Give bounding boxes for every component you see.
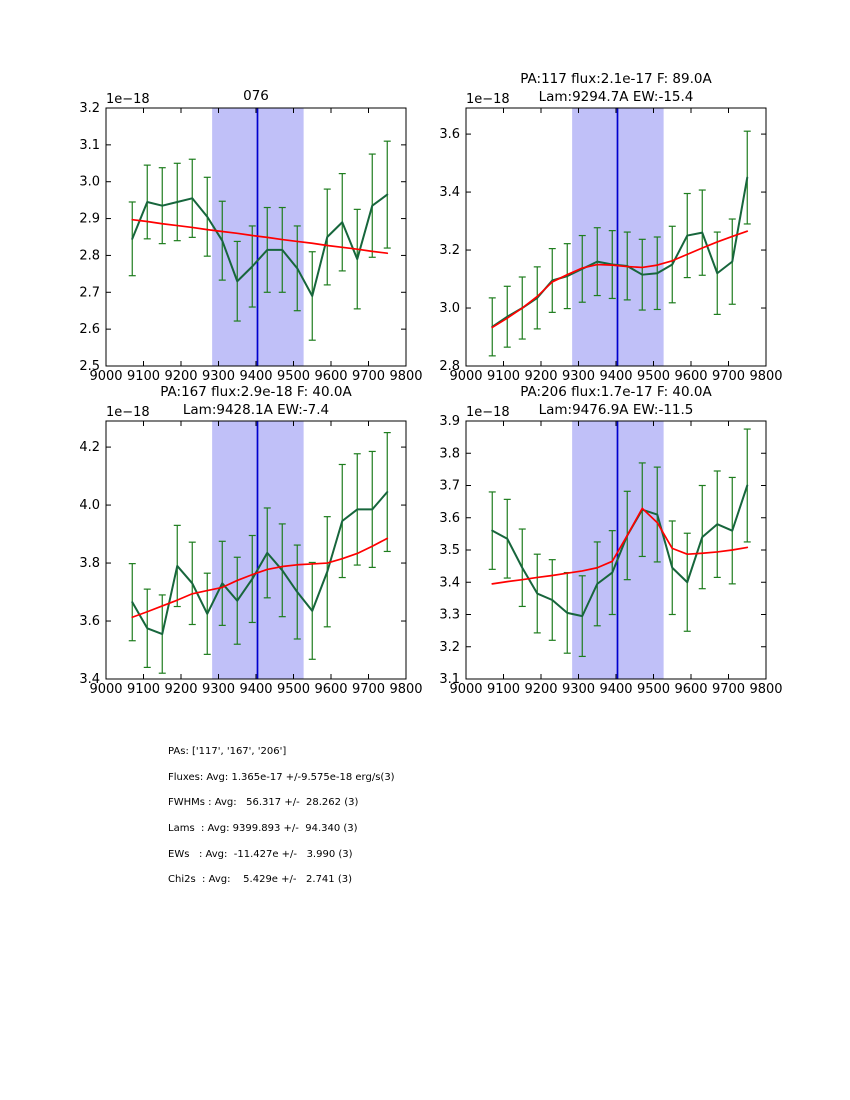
y-offset-label: 1e−18: [466, 92, 510, 107]
x-tick-label: 9600: [314, 369, 348, 384]
x-tick-label: 9500: [636, 369, 671, 384]
plot-title-line1: PA:117 flux:2.1e-17 F: 89.0A: [520, 71, 712, 87]
x-tick-label: 9400: [239, 369, 273, 384]
stat-line-lams: Lams : Avg: 9399.893 +/- 94.340 (3): [168, 823, 358, 835]
plot-title-line2: Lam:9476.9A EW:-11.5: [538, 402, 694, 418]
y-tick-label: 3.0: [439, 301, 460, 317]
stat-line-chi2s: Chi2s : Avg: 5.429e +/- 2.741 (3): [168, 874, 353, 886]
stat-line-pas: PAs: ['117', '167', '206']: [168, 746, 287, 757]
x-tick-label: 9300: [561, 682, 596, 697]
y-tick-label: 2.9: [79, 211, 100, 227]
x-tick-label: 9500: [276, 369, 311, 384]
y-tick-label: 2.6: [79, 322, 100, 338]
y-tick-label: 3.2: [439, 639, 460, 655]
x-tick-label: 9600: [314, 682, 348, 697]
x-tick-label: 9300: [201, 369, 236, 384]
x-tick-label: 9000: [449, 369, 483, 384]
y-tick-label: 3.6: [79, 614, 100, 630]
y-tick-label: 3.7: [439, 478, 460, 494]
x-tick-label: 9800: [389, 682, 423, 697]
y-tick-label: 2.8: [439, 359, 460, 374]
y-tick-label: 2.7: [79, 285, 100, 301]
y-tick-label: 3.2: [439, 243, 460, 259]
x-tick-label: 9700: [351, 369, 386, 384]
subplot-plot-pa117: [439, 71, 782, 384]
plot-title: 076: [243, 88, 269, 104]
x-tick-label: 9300: [561, 369, 596, 384]
y-tick-label: 3.3: [439, 607, 460, 623]
y-tick-label: 3.1: [79, 137, 100, 153]
x-tick-label: 9300: [201, 682, 236, 697]
x-tick-label: 9100: [126, 369, 161, 384]
x-tick-label: 9100: [126, 682, 161, 697]
x-tick-label: 9100: [486, 682, 521, 697]
x-tick-label: 9200: [164, 682, 198, 697]
x-tick-label: 9400: [599, 682, 633, 697]
stats-block: [168, 739, 395, 893]
stat-line-ews: EWs : Avg: -11.427e +/- 3.990 (3): [168, 848, 353, 860]
plot-title-line2: Lam:9428.1A EW:-7.4: [182, 402, 330, 418]
y-tick-label: 3.2: [79, 101, 100, 116]
x-tick-label: 9000: [89, 369, 123, 384]
y-tick-label: 3.0: [79, 174, 100, 190]
y-tick-label: 3.8: [439, 446, 460, 462]
x-tick-label: 9600: [674, 682, 708, 697]
x-tick-label: 9200: [164, 369, 198, 384]
subplot-plot-pa206: [439, 384, 782, 697]
x-tick-label: 9700: [711, 682, 746, 697]
x-tick-label: 9800: [749, 369, 783, 384]
y-tick-label: 3.8: [79, 556, 100, 572]
plot-title-line1: PA:167 flux:2.9e-18 F: 40.0A: [160, 384, 352, 400]
x-tick-label: 9100: [486, 369, 521, 384]
subplot-plot-076: [79, 88, 422, 384]
x-tick-label: 9000: [449, 682, 483, 697]
x-tick-label: 9200: [524, 682, 558, 697]
y-tick-label: 2.5: [79, 359, 100, 374]
y-tick-label: 3.4: [79, 672, 100, 687]
x-tick-label: 9500: [276, 682, 311, 697]
x-tick-label: 9000: [89, 682, 123, 697]
x-tick-label: 9200: [524, 369, 558, 384]
x-tick-label: 9800: [389, 369, 423, 384]
y-tick-label: 3.9: [439, 414, 460, 429]
subplot-plot-pa167: [79, 384, 422, 697]
x-tick-label: 9600: [674, 369, 708, 384]
y-tick-label: 4.0: [79, 498, 100, 514]
y-tick-label: 3.4: [439, 575, 460, 591]
y-tick-label: 3.6: [439, 510, 460, 526]
y-tick-label: 4.2: [79, 440, 100, 456]
x-tick-label: 9800: [749, 682, 783, 697]
x-tick-label: 9500: [636, 682, 671, 697]
y-offset-label: 1e−18: [106, 92, 150, 107]
y-tick-label: 3.1: [439, 672, 460, 687]
stat-line-fwhms: FWHMs : Avg: 56.317 +/- 28.262 (3): [168, 797, 359, 809]
y-offset-label: 1e−18: [466, 405, 510, 420]
y-tick-label: 3.4: [439, 185, 460, 201]
plot-title-line1: PA:206 flux:1.7e-17 F: 40.0A: [520, 384, 712, 400]
x-tick-label: 9400: [599, 369, 633, 384]
y-offset-label: 1e−18: [106, 405, 150, 420]
y-tick-label: 3.6: [439, 127, 460, 143]
x-tick-label: 9700: [351, 682, 386, 697]
stat-line-fluxes: Fluxes: Avg: 1.365e-17 +/-9.575e-18 erg/s(3): [168, 771, 395, 783]
plot-title-line2: Lam:9294.7A EW:-15.4: [538, 89, 694, 105]
y-tick-label: 3.5: [439, 543, 460, 558]
x-tick-label: 9400: [239, 682, 273, 697]
y-tick-label: 2.8: [79, 248, 100, 264]
x-tick-label: 9700: [711, 369, 746, 384]
